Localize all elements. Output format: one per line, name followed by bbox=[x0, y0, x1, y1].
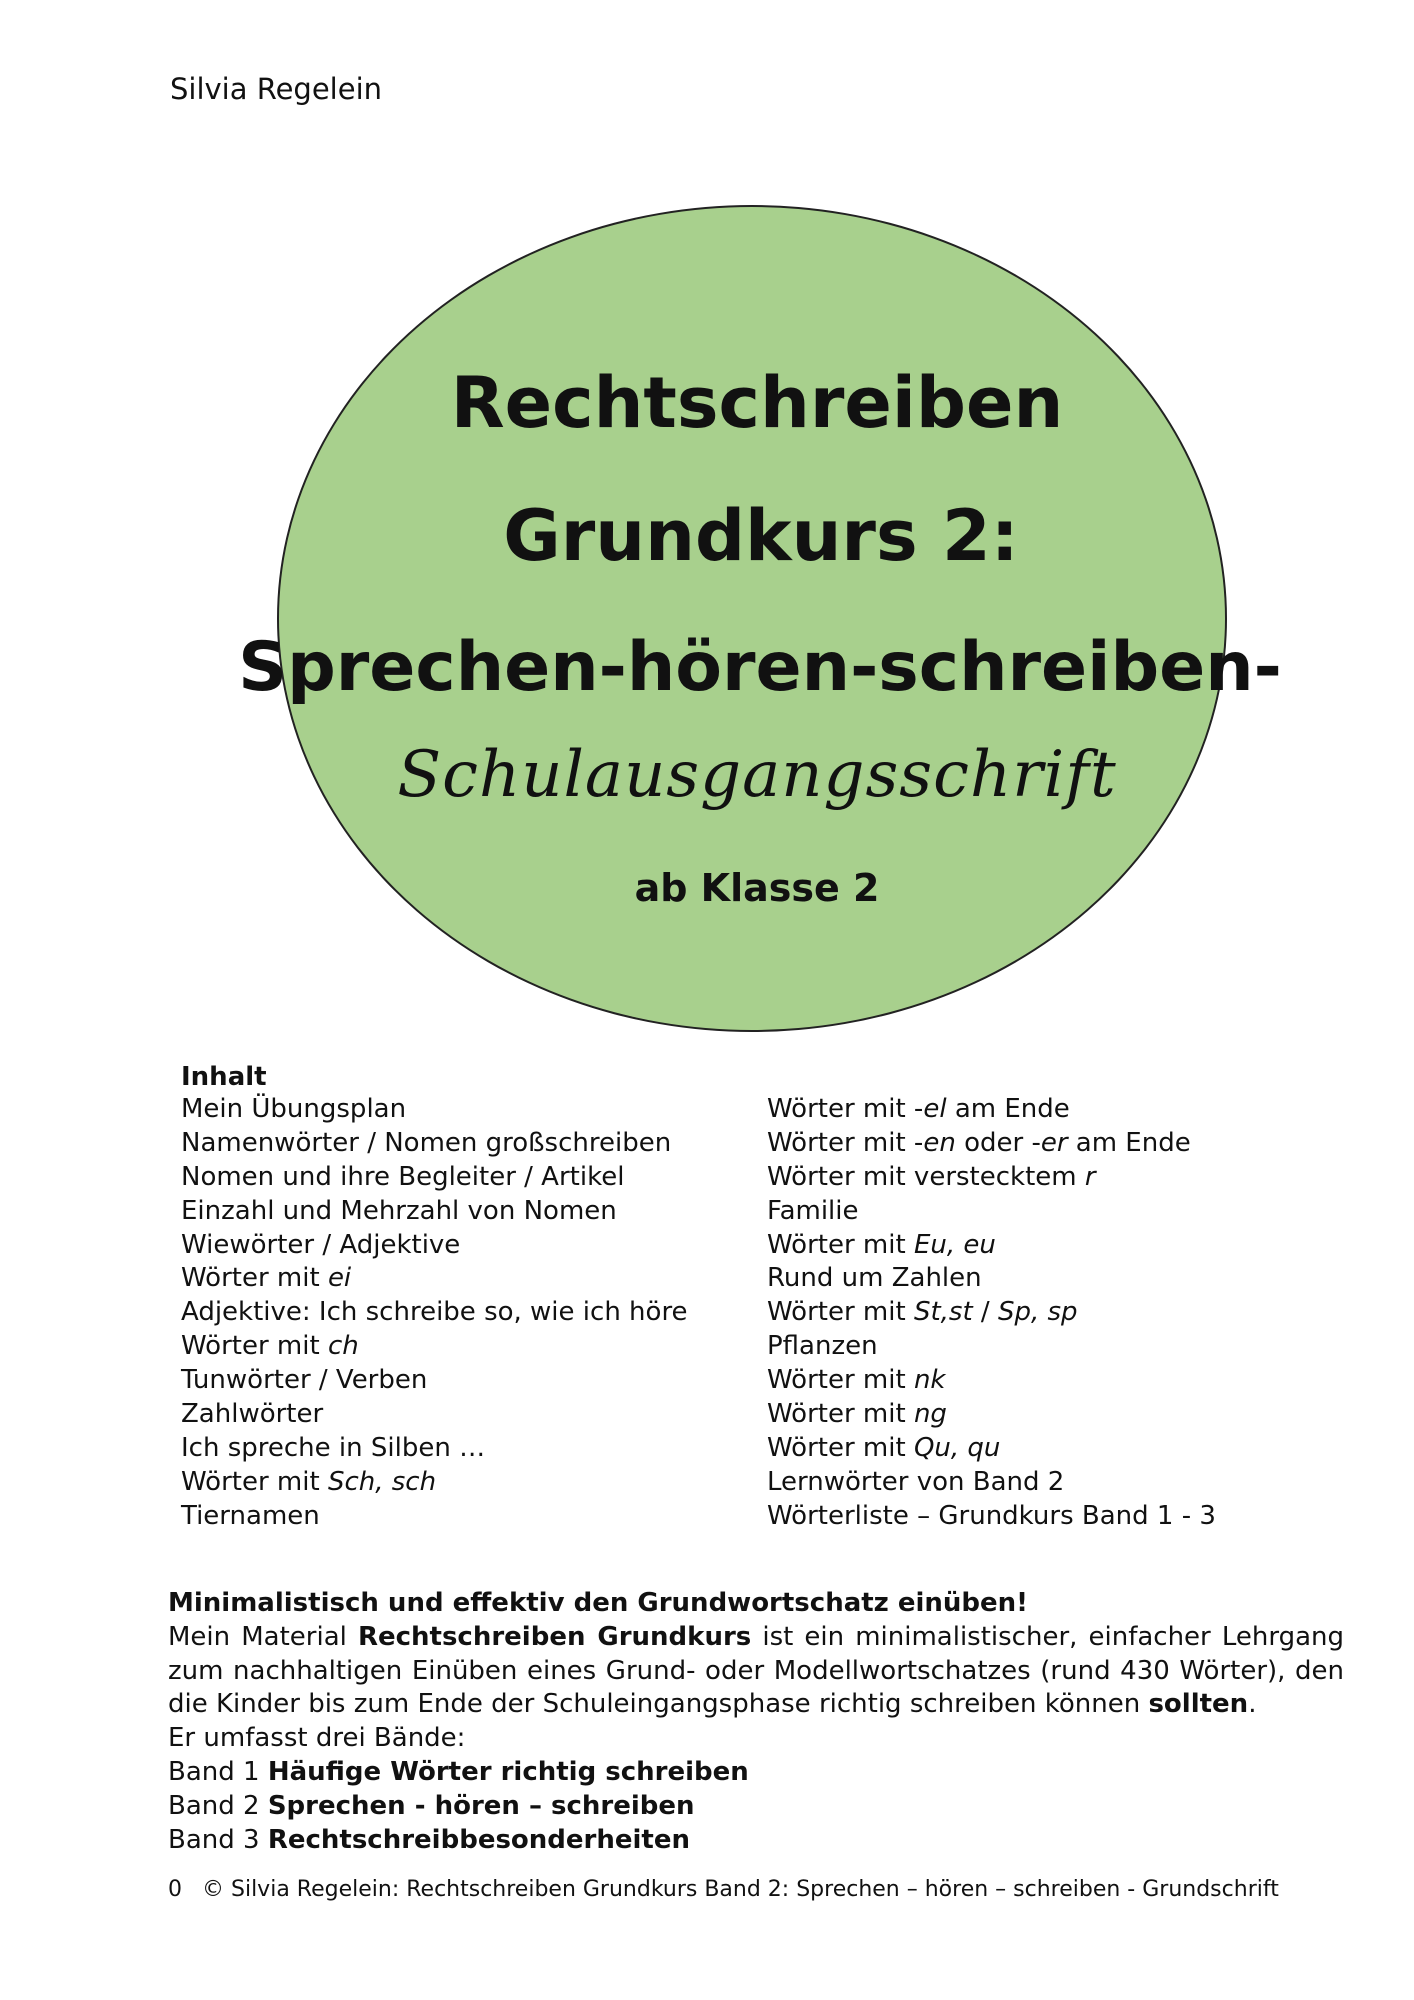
toc-item: Wiewörter / Adjektive bbox=[181, 1229, 461, 1260]
toc-item: Wörter mit verstecktem r bbox=[767, 1161, 1096, 1192]
toc-item: Einzahl und Mehrzahl von Nomen bbox=[181, 1195, 617, 1226]
title-line-3: Sprechen-hören-schreiben- bbox=[238, 628, 1282, 707]
footer bbox=[168, 1877, 1279, 1902]
title-line-2: Grundkurs 2: bbox=[503, 495, 1019, 577]
toc-item: Lernwörter von Band 2 bbox=[767, 1466, 1065, 1497]
toc-item: Wörterliste – Grundkurs Band 1 - 3 bbox=[767, 1500, 1216, 1531]
band-item: Band 1 Häufige Wörter richtig schreiben bbox=[168, 1756, 749, 1787]
toc-item: Ich spreche in Silben … bbox=[181, 1432, 486, 1463]
toc-item: Zahlwörter bbox=[181, 1399, 324, 1430]
toc-item: Wörter mit ng bbox=[767, 1399, 947, 1430]
toc-column-right bbox=[767, 1093, 1216, 1534]
description-intro: Er umfasst drei Bände: bbox=[168, 1723, 466, 1754]
toc-column-left bbox=[181, 1093, 688, 1534]
toc-item: Familie bbox=[767, 1195, 859, 1226]
toc-item: Wörter mit ei bbox=[181, 1263, 352, 1294]
band-item: Band 3 Rechtschreibbesonderheiten bbox=[168, 1824, 690, 1855]
description bbox=[168, 1587, 1344, 1857]
toc-item: Wörter mit -el am Ende bbox=[767, 1094, 1070, 1124]
toc-item: Wörter mit St,st / Sp, sp bbox=[767, 1297, 1078, 1328]
toc-item: Pflanzen bbox=[767, 1331, 878, 1362]
toc-item: Mein Übungsplan bbox=[181, 1094, 407, 1124]
description-paragraph: Mein Material Rechtschreiben Grundkurs ist ein minimalistischer, einfacher Lehrgang zum nachhaltigen Einüben eines Grund- oder Modellwortschatzes (rund 430 Wörter), den die Kinder bis zum Ende der Schuleingangsphase richtig schreiben können sollten. bbox=[168, 1621, 1344, 1720]
toc-item: Tunwörter / Verben bbox=[181, 1365, 428, 1396]
toc-item: Wörter mit nk bbox=[767, 1365, 946, 1396]
author-name: Silvia Regelein bbox=[170, 72, 383, 106]
toc-item: Wörter mit Sch, sch bbox=[181, 1466, 437, 1497]
title-line-1: Rechtschreiben bbox=[450, 362, 1064, 444]
toc-item: Wörter mit Qu, qu bbox=[767, 1432, 1001, 1463]
band-item: Band 2 Sprechen - hören – schreiben bbox=[168, 1790, 695, 1821]
footer-copyright: © Silvia Regelein: Rechtschreiben Grundkurs Band 2: Sprechen – hören – schreiben - Grundschrift bbox=[202, 1877, 1279, 1902]
toc-item: Wörter mit ch bbox=[181, 1331, 359, 1362]
toc-heading: Inhalt bbox=[181, 1062, 267, 1092]
description-headline: Minimalistisch und effektiv den Grundwortschatz einüben! bbox=[168, 1588, 1029, 1618]
toc-item: Rund um Zahlen bbox=[767, 1263, 982, 1294]
toc-item: Adjektive: Ich schreibe so, wie ich höre bbox=[181, 1297, 688, 1328]
page-number: 0 bbox=[168, 1877, 182, 1902]
title-script-line: Schulausgangsschrift bbox=[397, 738, 1117, 812]
toc-item: Tiernamen bbox=[181, 1500, 320, 1531]
grade-level: ab Klasse 2 bbox=[634, 866, 880, 910]
band-list bbox=[168, 1756, 1344, 1857]
toc-item: Wörter mit -en oder -er am Ende bbox=[767, 1127, 1191, 1158]
toc-item: Namenwörter / Nomen großschreiben bbox=[181, 1127, 672, 1158]
toc-item: Wörter mit Eu, eu bbox=[767, 1229, 996, 1260]
toc-item: Nomen und ihre Begleiter / Artikel bbox=[181, 1161, 625, 1192]
